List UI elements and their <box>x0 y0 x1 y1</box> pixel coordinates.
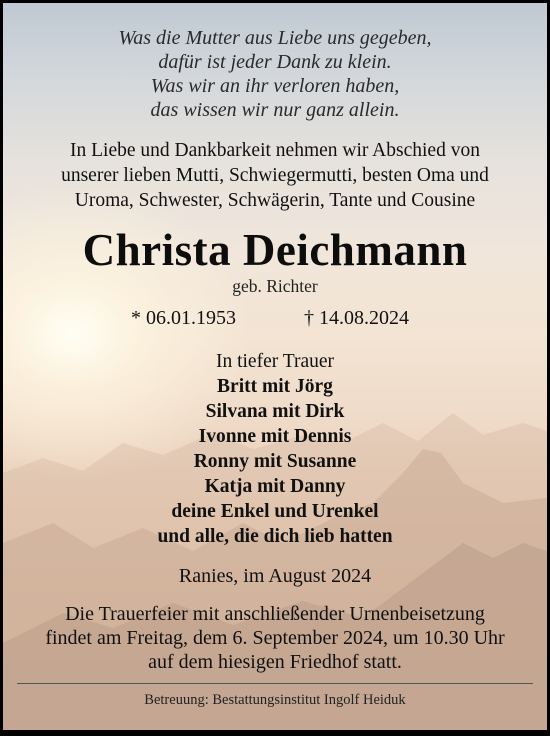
funeral-home-credit: Betreuung: Bestattungsinstitut Ingolf Heiduk <box>144 692 406 708</box>
deceased-name: Christa Deichmann <box>82 225 468 275</box>
mourner-name: und alle, die dich lieb hatten <box>157 526 393 547</box>
death-date: † 14.08.2024 <box>304 307 409 329</box>
mourner-name: Ronny mit Susanne <box>193 451 357 472</box>
intro-line: Uroma, Schwester, Schwägerin, Tante und Cousine <box>74 190 476 211</box>
funeral-info-line: Die Trauerfeier mit anschließender Urnenbeisetzung <box>65 603 485 625</box>
birth-date: * 06.01.1953 <box>131 307 236 329</box>
poem-line: Was wir an ihr verloren haben, <box>150 75 400 97</box>
mourner-name: Katja mit Danny <box>204 476 346 497</box>
mourner-name: deine Enkel und Urenkel <box>171 501 379 522</box>
life-dates <box>3 307 547 331</box>
footer-divider <box>17 683 533 684</box>
mourners-heading: In tiefer Trauer <box>215 351 335 372</box>
poem-line: Was die Mutter aus Liebe uns gegeben, <box>118 27 432 49</box>
mourner-name: Silvana mit Dirk <box>205 401 345 422</box>
mourner-name: Ivonne mit Dennis <box>198 426 352 447</box>
intro-line: In Liebe und Dankbarkeit nehmen wir Abschied von <box>70 140 480 161</box>
intro-line: unserer lieben Mutti, Schwiegermutti, besten Oma und <box>61 165 489 186</box>
place-date: Ranies, im August 2024 <box>178 565 372 587</box>
maiden-name: geb. Richter <box>232 276 318 296</box>
obituary-notice <box>3 3 547 730</box>
poem-line: das wissen wir nur ganz allein. <box>150 99 400 121</box>
poem-line: dafür ist jeder Dank zu klein. <box>158 51 392 73</box>
funeral-info-line: findet am Freitag, dem 6. September 2024, um 10.30 Uhr <box>45 627 505 649</box>
mourner-name: Britt mit Jörg <box>217 376 333 397</box>
funeral-info-line: auf dem hiesigen Friedhof statt. <box>148 651 402 673</box>
